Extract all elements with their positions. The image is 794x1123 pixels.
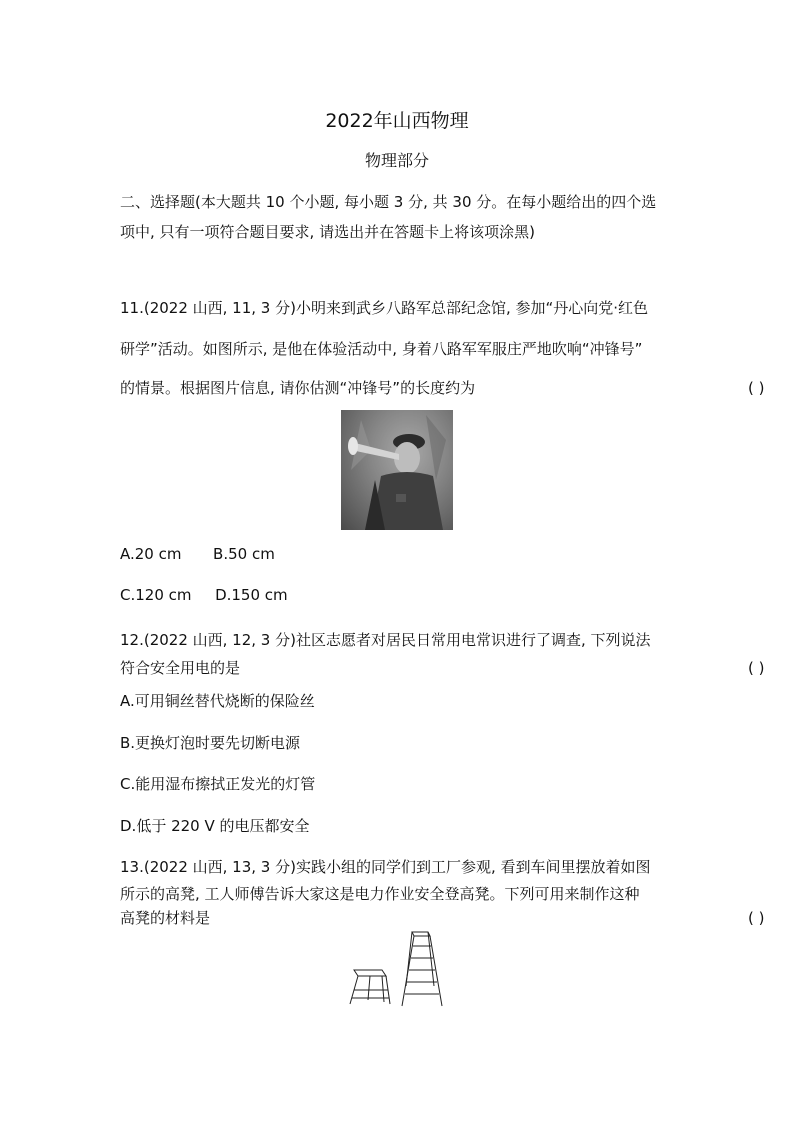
page-subtitle: 物理部分 xyxy=(364,151,429,170)
q12-stem-line-2 xyxy=(120,656,765,680)
safety-stools-figure xyxy=(346,928,446,1008)
q11-option-d[interactable]: D.150 cm xyxy=(215,586,288,604)
q13-stem-line-1: 13.(2022 山西, 13, 3 分)实践小组的同学们到工厂参观, 看到车间里摆放着如图 xyxy=(120,858,651,876)
q11-option-b[interactable]: B.50 cm xyxy=(213,545,275,563)
bugler-photo-drawing xyxy=(341,410,453,530)
q13-stem-line-3 xyxy=(120,906,765,930)
q11-options-row-1 xyxy=(120,545,275,563)
q12-option-b[interactable]: B.更换灯泡时要先切断电源 xyxy=(120,734,301,752)
q11-stem-line-1: 11.(2022 山西, 11, 3 分)小明来到武乡八路军总部纪念馆, 参加“丹心向党·红色 xyxy=(120,299,649,317)
section-instruction-line-2: 项中, 只有一项符合题目要求, 请选出并在答题卡上将该项涂黑) xyxy=(120,223,535,241)
q12-stem-line-1: 12.(2022 山西, 12, 3 分)社区志愿者对居民日常用电常识进行了调查, 下列说法 xyxy=(120,631,651,649)
q12-option-c[interactable]: C.能用湿布擦拭正发光的灯管 xyxy=(120,775,316,793)
q13-answer-bracket: ( ) xyxy=(748,909,765,927)
safety-stools-drawing xyxy=(346,928,446,1008)
q11-option-c[interactable]: C.120 cm xyxy=(120,586,192,604)
q11-stem-line-3 xyxy=(120,376,765,400)
q11-option-a[interactable]: A.20 cm xyxy=(120,545,182,563)
q13-stem-line-2: 所示的高凳, 工人师傅告诉大家这是电力作业安全登高凳。下列可用来制作这种 xyxy=(120,885,640,903)
section-instruction-line-1: 二、选择题(本大题共 10 个小题, 每小题 3 分, 共 30 分。在每小题给出的四个选 xyxy=(120,193,657,211)
q11-options-row-2 xyxy=(120,586,288,604)
q12-option-a[interactable]: A.可用铜丝替代烧断的保险丝 xyxy=(120,692,315,710)
q11-stem-line-2: 研学”活动。如图所示, 是他在体验活动中, 身着八路军军服庄严地吹响“冲锋号” xyxy=(120,340,643,358)
bugler-photo xyxy=(341,410,453,530)
q13-stem-text: 高凳的材料是 xyxy=(120,909,211,927)
q12-stem-text: 符合安全用电的是 xyxy=(120,659,241,677)
q11-answer-bracket: ( ) xyxy=(748,379,765,397)
q12-option-d[interactable]: D.低于 220 V 的电压都安全 xyxy=(120,817,310,835)
page-title: 2022年山西物理 xyxy=(325,110,469,132)
q11-stem-text: 的情景。根据图片信息, 请你估测“冲锋号”的长度约为 xyxy=(120,379,476,397)
q12-answer-bracket: ( ) xyxy=(748,659,765,677)
